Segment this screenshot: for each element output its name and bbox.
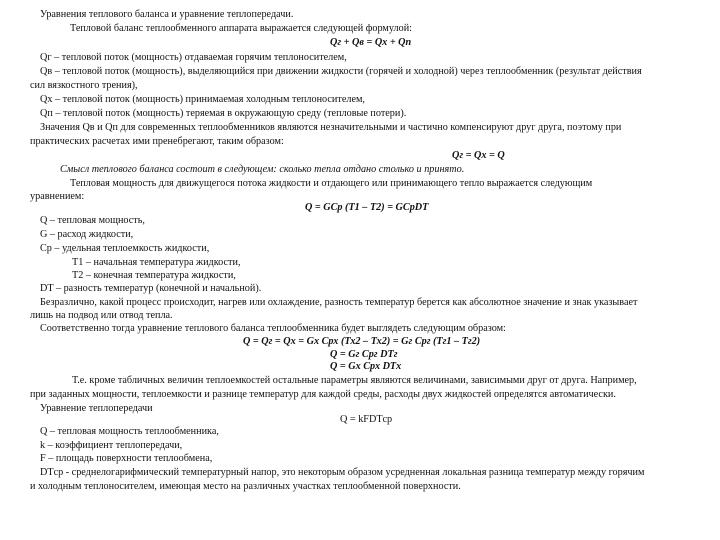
text-line: Qп – тепловой поток (мощность) теряемая в окружающую среду (тепловые потери).: [40, 108, 407, 119]
text-line: Qг + Qв = Qх + Qп: [330, 37, 412, 48]
text-line: Q = GCp (T1 – T2) = GCpDT: [305, 202, 429, 213]
text-line: Уравнение теплопередачи: [40, 403, 153, 414]
text-line: Q = kFDTср: [340, 414, 393, 425]
text-line: Соответственно тогда уравнение теплового баланса теплообменника будет выглядеть следующим образом:: [40, 323, 506, 334]
text-line: Безразлично, какой процесс происходит, нагрев или охлаждение, разность температур берется как абсолютное значение и знак указывает: [40, 297, 638, 308]
text-line: Q – тепловая мощность,: [40, 215, 145, 226]
text-line: Qг = Qх = Q: [452, 150, 505, 161]
text-line: Значения Qв и Qп для современных теплообменников являются незначительными и частично компенсируют друг друга, поэтому при: [40, 122, 622, 133]
text-line: Cp – удельная теплоемкость жидкости,: [40, 243, 210, 254]
text-line: Т.е. кроме табличных величин теплоемкостей остальные параметры являются величинами, зависимыми друг от друга. Например,: [72, 375, 637, 386]
text-line: G – расход жидкости,: [40, 229, 134, 240]
text-line: Q = Gг Срг DTг: [330, 349, 398, 360]
text-line: Q – тепловая мощность теплообменника,: [40, 426, 219, 437]
text-line: T1 – начальная температура жидкости,: [72, 257, 241, 268]
text-line: Тепловая мощность для движущегося потока жидкости и отдающего или принимающего тепло выражается следующим: [70, 178, 593, 189]
text-line: лишь на подвод или отвод тепла.: [30, 310, 173, 321]
text-line: уравнением:: [30, 191, 85, 202]
text-line: при заданных мощности, теплоемкости и разнице температур для каждой среды, расходы двух жидкостей определятся автоматически.: [30, 389, 616, 400]
text-line: Тепловой баланс теплообменного аппарата выражается следующей формулой:: [70, 23, 412, 34]
text-line: Уравнения теплового баланса и уравнение теплопередачи.: [40, 9, 294, 20]
text-line: Qх – тепловой поток (мощность) принимаемая холодным теплоносителем,: [40, 94, 365, 105]
text-line: Q = Qг = Qх = Gх Срх (Тх2 – Тх2) = Gг Срг (Тг1 – Тг2): [243, 336, 481, 347]
text-line: F – площадь поверхности теплообмена,: [40, 453, 213, 464]
text-line: Qг – тепловой поток (мощность) отдаваемая горячим теплоносителем,: [40, 52, 347, 63]
text-line: Qв – тепловой поток (мощность), выделяющийся при движении жидкости (горячей и холодной) через теплообменник (результат действия: [40, 66, 642, 77]
text-line: сил вязкостного трения),: [30, 80, 138, 91]
text-line: практических расчетах ими пренебрегают, таким образом:: [30, 136, 284, 147]
text-line: k – коэффициент теплопередачи,: [40, 440, 183, 451]
text-line: Смысл теплового баланса состоит в следующем: сколько тепла отдано столько и принято.: [60, 164, 465, 175]
text-line: Q = Gх Срх DTх: [330, 361, 402, 372]
text-line: DT – разность температур (конечной и начальной).: [40, 283, 262, 294]
text-line: T2 – конечная температура жидкости,: [72, 270, 236, 281]
text-line: и холодным теплоносителем, имеющая место на различных участках теплообменной поверхности.: [30, 481, 461, 492]
text-line: DTср - среднелогарифмический температурный напор, это некоторым образом усредненная локальная разница температур между горячим: [40, 467, 645, 478]
